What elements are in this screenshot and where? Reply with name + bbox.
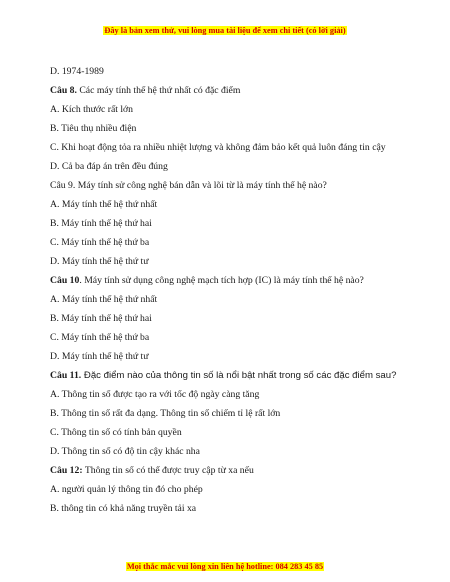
question-9: Câu 9. Máy tính sử công nghệ bán dẫn và lõi từ là máy tính thế hệ nào? (50, 180, 327, 191)
question-label: Câu 10 (50, 275, 80, 286)
answer-option: D. 1974-1989 (50, 66, 104, 77)
answer-option: C. Thông tin số có tính bản quyền (50, 427, 182, 438)
answer-option: A. Máy tính thế hệ thứ nhất (50, 294, 158, 305)
answer-option: D. Cả ba đáp án trên đều đúng (50, 161, 168, 172)
answer-option: D. Máy tính thế hệ thứ tư (50, 351, 149, 362)
question-12 (50, 461, 400, 480)
answer-option: C. Máy tính thế hệ thứ ba (50, 332, 150, 343)
answer-option: A. Kích thước rất lớn (50, 104, 134, 115)
answer-option: D. Thông tin số có độ tin cậy khác nha (50, 446, 200, 457)
document-body (50, 62, 400, 518)
answer-option: C. Máy tính thế hệ thứ ba (50, 237, 150, 248)
question-label: Câu 11. (50, 370, 82, 381)
preview-notice-text: Đây là bản xem thử, vui lòng mua tài liệu để xem chi tiết (có lời giải) (104, 26, 346, 35)
answer-option: A. Thông tin số được tạo ra với tốc độ ngày càng tăng (50, 389, 260, 400)
question-10 (50, 271, 400, 290)
question-text: Đặc điểm nào của thông tin số là nổi bật nhất trong số các đặc điểm sau? (81, 370, 397, 381)
question-text: Thông tin số có thể được truy cập từ xa nếu (82, 465, 254, 476)
question-label: Câu 12: (50, 465, 83, 476)
answer-option: B. Máy tính thế hệ thứ hai (50, 218, 152, 229)
question-text: Các máy tính thế hệ thứ nhất có đặc điểm (76, 85, 241, 96)
answer-option: A. người quản lý thông tin đó cho phép (50, 484, 203, 495)
hotline-banner (0, 562, 450, 571)
answer-option: B. thông tin có khả năng truyền tải xa (50, 503, 197, 514)
question-8 (50, 81, 400, 100)
preview-notice-banner (0, 26, 450, 35)
question-text: . Máy tính sử dụng công nghệ mạch tích hợp (IC) là máy tính thế hệ nào? (79, 275, 364, 286)
answer-option: A. Máy tính thế hệ thứ nhất (50, 199, 158, 210)
answer-option: C. Khi hoạt động tỏa ra nhiều nhiệt lượng và không đảm bảo kết quả luôn đáng tin cậy (50, 142, 386, 153)
question-11 (50, 366, 400, 385)
answer-option: B. Thông tin số rất đa dạng. Thông tin số chiếm tỉ lệ rất lớn (50, 408, 281, 419)
hotline-text: Mọi thắc mắc vui lòng xin liên hệ hotline: 084 283 45 85 (126, 562, 324, 571)
answer-option: D. Máy tính thế hệ thứ tư (50, 256, 149, 267)
answer-option: B. Tiêu thụ nhiều điện (50, 123, 137, 134)
answer-option: B. Máy tính thế hệ thứ hai (50, 313, 152, 324)
question-label: Câu 8. (50, 85, 77, 96)
